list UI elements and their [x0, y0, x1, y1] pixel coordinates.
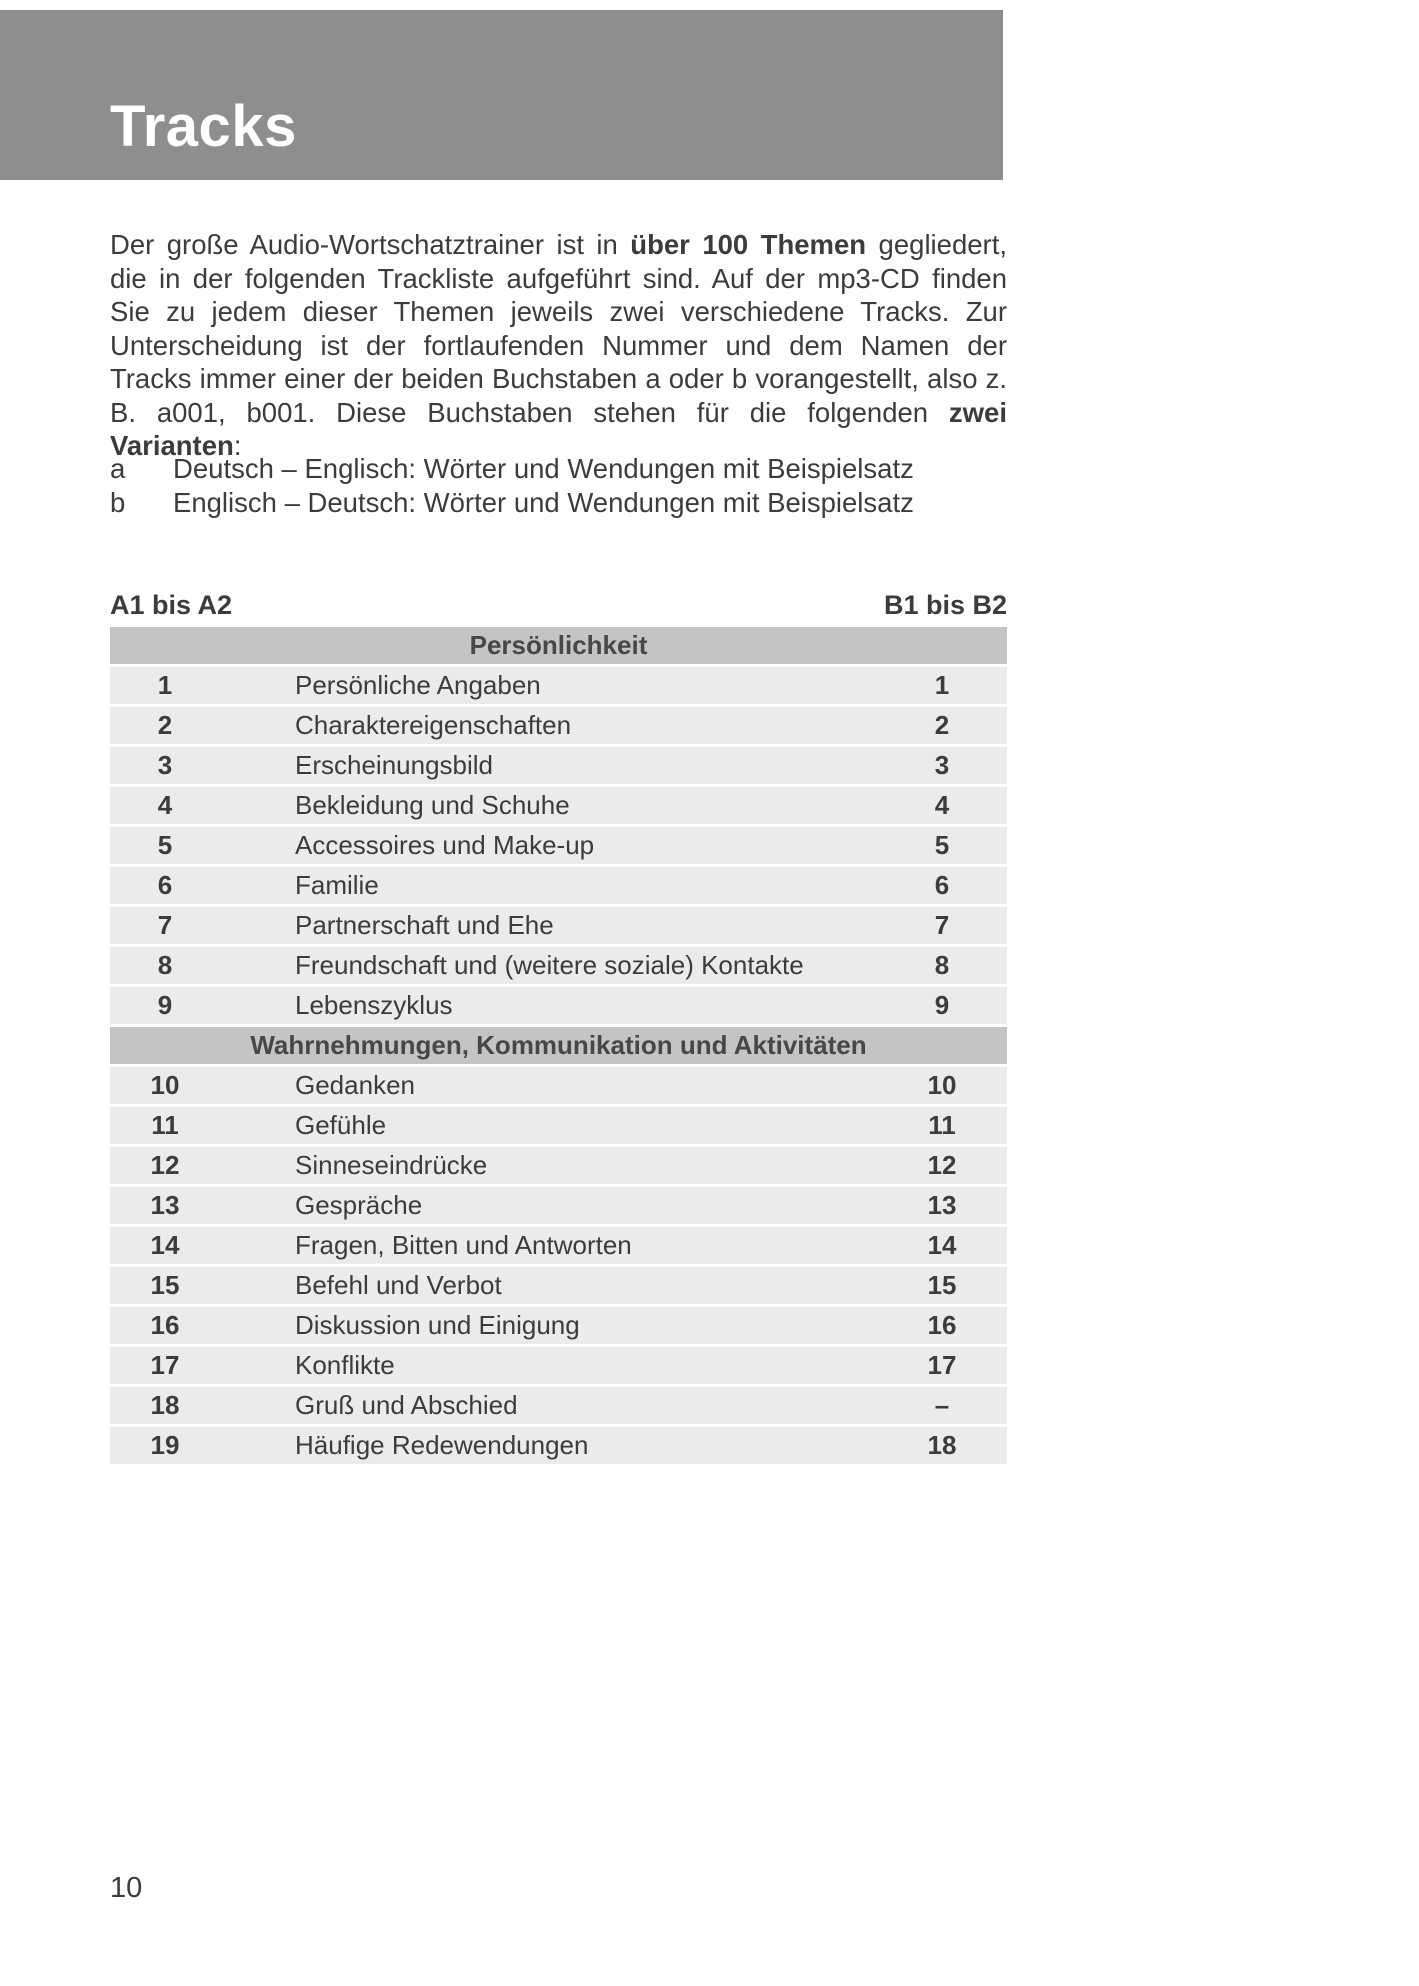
track-number-right: 18 — [927, 1430, 957, 1460]
track-number-right: 3 — [934, 750, 950, 780]
track-number-right: 4 — [934, 790, 950, 820]
variant-text-a: Deutsch – Englisch: Wörter und Wendungen mit Beispielsatz — [173, 453, 914, 484]
track-number-right: 7 — [934, 910, 950, 940]
track-number-right: 10 — [927, 1070, 957, 1100]
track-number-left: 11 — [151, 1110, 179, 1140]
track-number-left: 10 — [150, 1070, 180, 1100]
track-row — [110, 667, 1007, 704]
track-title: Accessoires und Make-up — [295, 830, 595, 860]
track-row — [110, 1067, 1007, 1104]
track-title: Gespräche — [295, 1190, 423, 1220]
track-number-right: 6 — [934, 870, 950, 900]
track-row — [110, 907, 1007, 944]
track-number-left: 19 — [150, 1430, 180, 1460]
variant-list — [110, 452, 1007, 520]
track-number-left: 5 — [157, 830, 173, 860]
track-number-left: 6 — [157, 870, 173, 900]
track-number-right: 15 — [927, 1270, 957, 1300]
track-title: Fragen, Bitten und Antworten — [295, 1230, 632, 1260]
track-row — [110, 1187, 1007, 1224]
track-number-left: 13 — [150, 1190, 180, 1220]
track-row — [110, 1267, 1007, 1304]
section-header: Wahrnehmungen, Kommunikation und Aktivitäten — [110, 1027, 1007, 1064]
track-title: Bekleidung und Schuhe — [295, 790, 570, 820]
track-title: Persönliche Angaben — [295, 670, 541, 700]
track-number-left: 16 — [150, 1310, 180, 1340]
track-title: Freundschaft und (weitere soziale) Kontakte — [295, 950, 804, 980]
track-number-left: 9 — [157, 990, 173, 1020]
track-title: Gruß und Abschied — [295, 1390, 518, 1420]
level-header-right: B1 bis B2 — [883, 590, 1007, 620]
track-row — [110, 1427, 1007, 1464]
track-title: Sinneseindrücke — [295, 1150, 488, 1180]
track-row — [110, 987, 1007, 1024]
intro-text-1: Der große Audio-Wortschatztrainer ist in — [110, 229, 631, 260]
track-number-right: 16 — [927, 1310, 957, 1340]
track-title: Häufige Redewendungen — [295, 1430, 589, 1460]
track-title: Diskussion und Einigung — [295, 1310, 580, 1340]
track-title: Lebenszyklus — [295, 990, 453, 1020]
track-number-right: 14 — [927, 1230, 957, 1260]
track-row — [110, 867, 1007, 904]
intro-text-2: gegliedert, die in der folgenden Trackliste aufgeführt sind. Auf der mp3-CD finden Sie zu jedem dieser Themen jeweils zwei verschiedene Tracks. Zur Unterscheidung ist der fortlaufenden Nummer und dem Namen der Tracks immer einer der beiden Buchstaben a oder b vorangestellt, also z. B. a001, b001. Diese Buchstaben stehen für die folgenden — [110, 229, 1007, 428]
track-row — [110, 827, 1007, 864]
track-number-right: 9 — [934, 990, 950, 1020]
section-header: Persönlichkeit — [110, 627, 1007, 664]
intro-text-3: : — [233, 430, 242, 461]
track-number-right: – — [934, 1390, 950, 1420]
track-row — [110, 947, 1007, 984]
track-number-left: 8 — [157, 950, 173, 980]
track-row — [110, 1347, 1007, 1384]
track-title: Charaktereigenschaften — [295, 710, 572, 740]
track-number-left: 18 — [150, 1390, 180, 1420]
track-number-left: 15 — [150, 1270, 180, 1300]
track-number-right: 1 — [934, 670, 950, 700]
track-number-right: 8 — [934, 950, 950, 980]
track-number-left: 1 — [157, 670, 173, 700]
variant-key-a: a — [110, 453, 126, 484]
variant-row-b — [110, 486, 1007, 520]
track-title: Gefühle — [295, 1110, 387, 1140]
track-number-left: 7 — [157, 910, 173, 940]
track-number-left: 17 — [150, 1350, 180, 1380]
tracklist-table — [110, 627, 1007, 1467]
page-title: Tracks — [110, 94, 297, 159]
track-row — [110, 1147, 1007, 1184]
page-header-band — [0, 10, 1003, 180]
variant-row-a — [110, 452, 1007, 486]
track-number-left: 14 — [150, 1230, 180, 1260]
intro-bold-2: zwei Varianten — [110, 396, 1007, 461]
level-headers — [110, 590, 1007, 621]
track-title: Erscheinungsbild — [295, 750, 494, 780]
track-row — [110, 1227, 1007, 1264]
track-title: Familie — [295, 870, 379, 900]
track-row — [110, 787, 1007, 824]
track-number-right: 2 — [934, 710, 950, 740]
track-row — [110, 1307, 1007, 1344]
track-number-right: 5 — [934, 830, 950, 860]
track-row — [110, 707, 1007, 744]
track-number-left: 3 — [157, 750, 173, 780]
track-number-right: 12 — [927, 1150, 957, 1180]
track-number-right: 17 — [927, 1350, 957, 1380]
intro-bold-1: über 100 Themen — [630, 229, 867, 260]
page-number: 10 — [110, 1872, 143, 1904]
track-number-right: 11 — [928, 1110, 956, 1140]
track-number-left: 12 — [150, 1150, 180, 1180]
intro-paragraph — [110, 228, 1007, 463]
track-number-right: 13 — [927, 1190, 957, 1220]
level-header-left: A1 bis A2 — [110, 590, 233, 620]
variant-key-b: b — [110, 487, 126, 518]
track-number-left: 2 — [157, 710, 173, 740]
track-title: Befehl und Verbot — [295, 1270, 502, 1300]
track-row — [110, 747, 1007, 784]
track-title: Gedanken — [295, 1070, 415, 1100]
track-title: Partnerschaft und Ehe — [295, 910, 554, 940]
track-row — [110, 1387, 1007, 1424]
track-row — [110, 1107, 1007, 1144]
track-number-left: 4 — [157, 790, 173, 820]
variant-text-b: Englisch – Deutsch: Wörter und Wendungen mit Beispielsatz — [173, 487, 914, 518]
track-title: Konflikte — [295, 1350, 395, 1380]
